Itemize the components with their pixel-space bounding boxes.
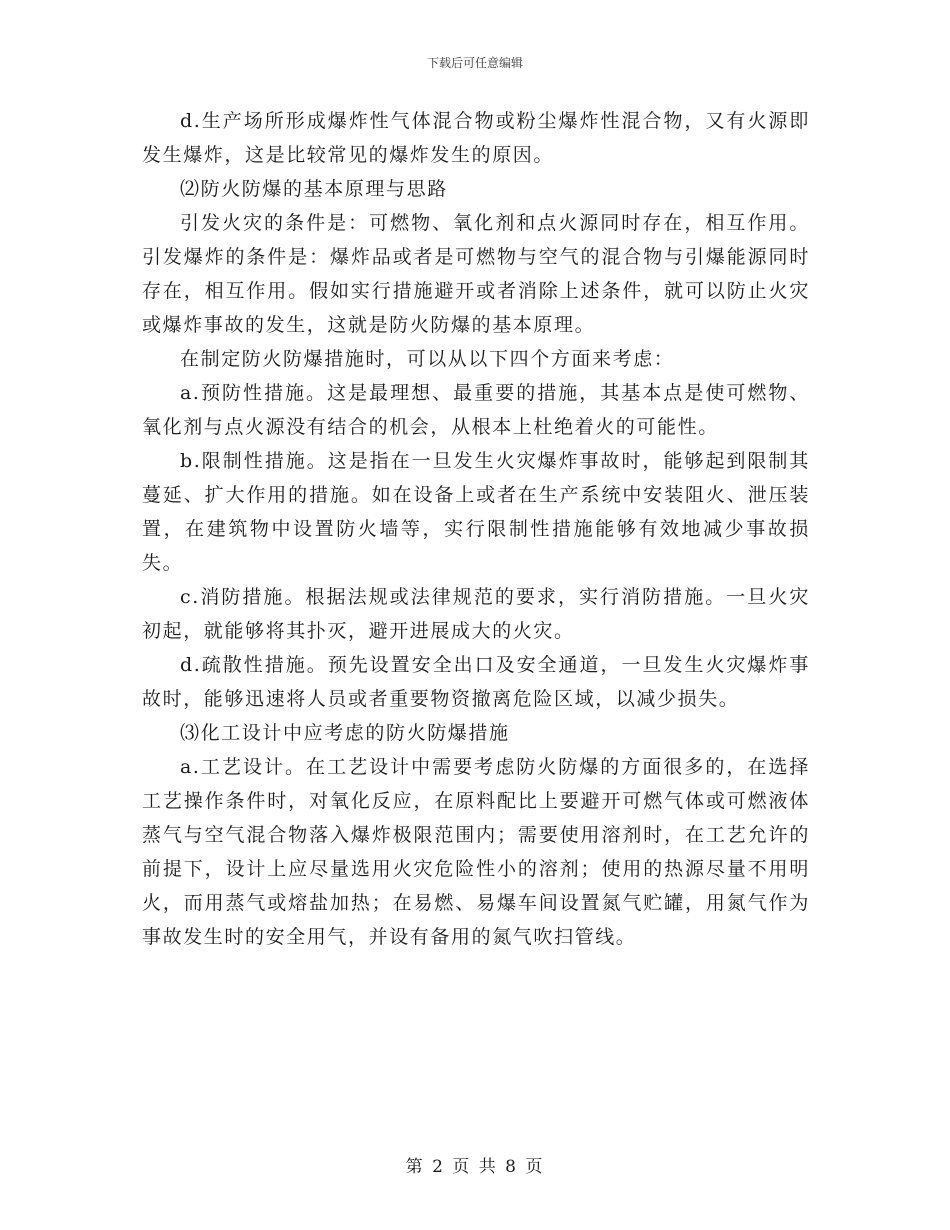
page-header: 下载后可任意编辑 xyxy=(426,56,523,70)
paragraph-fire-source-explosion: d.生产场所形成爆炸性气体混合物或粉尘爆炸性混合物，又有火源即发生爆炸，这是比较常见的爆炸发生的原因。 xyxy=(142,110,810,166)
section-heading-chemical-design: ⑶化工设计中应考虑的防火防爆措施 xyxy=(180,722,510,744)
paragraph-process-design: a.工艺设计。在工艺设计中需要考虑防火防爆的方面很多的，在选择工艺操作条件时，对氧化反应，在原料配比上要避开可燃气体或可燃液体蒸气与空气混合物落入爆炸极限范围内；需要使用溶剂时，在工艺允许的前提下，设计上应尽量选用火灾危险性小的溶剂；使用的热源尽量不用明火，而用蒸气或熔盐加热；在易燃、易爆车间设置氮气贮罐，用氮气作为事故发生时的安全用气，并设有备用的氮气吹扫管线。 xyxy=(142,756,810,948)
document-body xyxy=(142,104,810,954)
paragraph-evacuation-measures: d.疏散性措施。预先设置安全出口及安全通道，一旦发生火灾爆炸事故时，能够迅速将人员或者重要物资撤离危险区域，以减少损失。 xyxy=(142,654,810,710)
paragraph-firefighting-measures: c.消防措施。根据法规或法律规范的要求，实行消防措施。一旦火灾初起，就能够将其扑灭，避开进展成大的火灾。 xyxy=(142,586,810,642)
paragraph-four-aspects: 在制定防火防爆措施时，可以从以下四个方面来考虑： xyxy=(180,348,675,370)
page-number-footer: 第 2 页 共 8 页 xyxy=(405,1157,545,1177)
paragraph-preventive-measures: a.预防性措施。这是最理想、最重要的措施，其基本点是使可燃物、氧化剂与点火源没有结合的机会，从根本上杜绝着火的可能性。 xyxy=(142,382,810,438)
paragraph-restrictive-measures: b.限制性措施。这是指在一旦发生火灾爆炸事故时，能够起到限制其蔓延、扩大作用的措施。如在设备上或者在生产系统中安装阻火、泄压装置，在建筑物中设置防火墙等，实行限制性措施能够有效地减少事故损失。 xyxy=(142,450,810,574)
section-heading-basic-principles: ⑵防火防爆的基本原理与思路 xyxy=(180,178,448,200)
paragraph-fire-conditions: 引发火灾的条件是：可燃物、氧化剂和点火源同时存在，相互作用。引发爆炸的条件是：爆炸品或者是可燃物与空气的混合物与引爆能源同时存在，相互作用。假如实行措施避开或者消除上述条件，就可以防止火灾或爆炸事故的发生，这就是防火防爆的基本原理。 xyxy=(142,212,810,336)
